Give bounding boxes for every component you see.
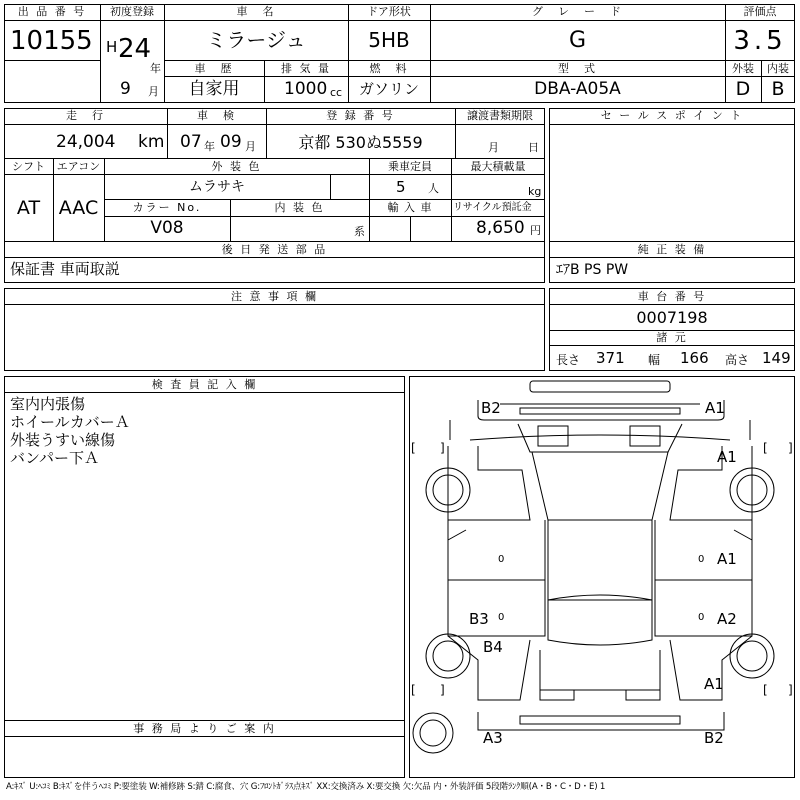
ac-label: エアコン [56, 160, 101, 173]
era: H [106, 38, 118, 56]
inspection-year: 07 [180, 132, 202, 152]
mileage-unit: km [138, 132, 165, 152]
capacity: 5 [396, 178, 406, 196]
capacity-label: 乗車定員 [388, 160, 432, 173]
svg-text:[: [ [763, 683, 768, 697]
displacement: 1000 [284, 79, 328, 99]
registration-month: 9 [120, 79, 131, 99]
model-code: DBA-A05A [534, 79, 621, 99]
inspection-label: 車 検 [197, 109, 236, 122]
exterior-score-label: 外装 [732, 62, 754, 75]
year-unit: 年 [150, 62, 161, 75]
length-label: 長さ [556, 353, 581, 367]
recycle-deposit: 8,650 [476, 218, 525, 238]
plate-number: 京都 530ぬ5559 [298, 133, 423, 152]
height-label: 高さ [725, 353, 750, 367]
svg-text:0: 0 [498, 554, 505, 565]
office-notice-label: 事 務 局 よ り ご 案 内 [133, 722, 276, 735]
transfer-deadline-label: 譲渡書類期限 [467, 109, 533, 122]
damage-mark: A2 [717, 610, 737, 628]
month-unit: 月 [148, 85, 159, 98]
svg-text:]: ] [788, 683, 793, 697]
interior-score-label: 内装 [767, 62, 789, 75]
width-label: 幅 [648, 353, 661, 367]
inspector-line-1: 室内内張傷 [10, 395, 86, 413]
lot-number-label: 出 品 番 号 [17, 5, 87, 18]
svg-text:]: ] [440, 441, 445, 455]
genuine-equipment-label: 純 正 装 備 [637, 243, 707, 256]
inspector-line-3: 外装うすい線傷 [10, 431, 116, 449]
transfer-month-unit: 月 [488, 141, 499, 154]
svg-text:0: 0 [698, 554, 705, 565]
displacement-label: 排 気 量 [281, 62, 331, 75]
svg-text:[: [ [411, 683, 416, 697]
damage-mark: B2 [704, 729, 724, 747]
fuel-label: 燃 料 [369, 62, 409, 75]
later-parts-label: 後 日 発 送 部 品 [221, 243, 328, 256]
shift-label: シフト [12, 160, 45, 173]
shift: AT [16, 197, 41, 219]
plate-label: 登 録 番 号 [326, 109, 395, 122]
car-name: ミラージュ [206, 28, 306, 52]
height: 149 [762, 349, 791, 367]
damage-mark: A1 [704, 675, 724, 693]
later-parts: 保証書 車両取説 [10, 260, 120, 278]
genuine-equipment: ｴｱB PS PW [556, 262, 629, 278]
grade-label: グ レ ー ド [532, 5, 623, 18]
sales-point-label: セ ー ル ス ポ イ ン ト [600, 109, 744, 122]
chassis-label: 車 台 番 号 [637, 290, 707, 303]
door-label: ドア形状 [367, 5, 411, 18]
interior-color-label: 内 装 色 [274, 201, 325, 214]
score-label: 評価点 [743, 5, 777, 18]
car-diagram [409, 376, 795, 778]
inspection-year-unit: 年 [204, 140, 215, 153]
recycle-unit: 円 [530, 224, 541, 237]
damage-mark: A1 [705, 399, 725, 417]
inspector-label: 検 査 員 記 入 欄 [151, 378, 258, 391]
svg-text:[: [ [411, 441, 416, 455]
inspection-month-unit: 月 [245, 140, 256, 153]
width: 166 [680, 349, 709, 367]
notes-label: 注 意 事 項 欄 [231, 290, 318, 303]
max-load-label: 最大積載量 [470, 160, 526, 173]
svg-text:]: ] [788, 441, 793, 455]
inspector-line-2: ホイールカバーＡ [10, 413, 130, 431]
score: 3.5 [733, 26, 787, 56]
damage-mark: A3 [483, 729, 503, 747]
mileage-label: 走 行 [66, 109, 105, 122]
damage-mark: A1 [717, 550, 737, 568]
import-label: 輸 入 車 [387, 201, 433, 214]
model-label: 型 式 [558, 62, 597, 75]
inspector-line-4: バンパー下Ａ [10, 449, 99, 467]
damage-mark: B2 [481, 399, 501, 417]
registration-year: 24 [118, 34, 152, 64]
interior-color-unit: 系 [354, 225, 365, 238]
svg-text:0: 0 [698, 612, 705, 623]
grade: G [568, 28, 587, 53]
damage-mark: B4 [483, 638, 503, 656]
door-type: 5HB [368, 28, 410, 52]
first-registration-label: 初度登録 [110, 5, 154, 18]
recycle-label: リサイクル預託金 [453, 202, 532, 213]
length: 371 [596, 349, 625, 367]
damage-mark: B3 [469, 610, 489, 628]
ac: AAC [58, 197, 99, 219]
svg-text:]: ] [440, 683, 445, 697]
mileage: 24,004 [56, 132, 116, 152]
exterior-score: D [735, 78, 751, 100]
spec-label: 諸 元 [656, 331, 688, 344]
exterior-color-label: 外 装 色 [211, 160, 262, 173]
history-label: 車 歴 [194, 62, 234, 75]
fuel: ガソリン [358, 80, 419, 98]
lot-number: 10155 [10, 26, 93, 56]
exterior-color: ムラサキ [189, 179, 245, 195]
legend: A:ｷｽﾞ U:ﾍｺﾐ B:ｷｽﾞを伴うﾍｺﾐ P:要塗装 W:補修跡 S:錆 C:腐食、穴 G:ﾌﾛﾝﾄｶﾞﾗｽ点ｷｽﾞ XX:交換済み X:要交換 欠:欠品 内・外装評価 5段階ﾗﾝｸ順(A・B・C・D・E) 1 [6, 782, 606, 792]
inspection-month: 09 [220, 132, 242, 152]
color-number-label: カラー No. [132, 201, 202, 214]
history: 自家用 [188, 79, 240, 99]
svg-text:0: 0 [498, 612, 505, 623]
svg-text:[: [ [763, 441, 768, 455]
interior-score: B [771, 78, 785, 100]
car-name-label: 車 名 [236, 5, 276, 18]
color-number: V08 [150, 218, 184, 238]
displacement-unit: cc [330, 86, 343, 99]
transfer-day-unit: 日 [528, 141, 539, 154]
chassis-number: 0007198 [636, 308, 708, 327]
max-load-unit: kg [528, 185, 542, 198]
capacity-unit: 人 [428, 182, 439, 195]
damage-mark: A1 [717, 448, 737, 466]
